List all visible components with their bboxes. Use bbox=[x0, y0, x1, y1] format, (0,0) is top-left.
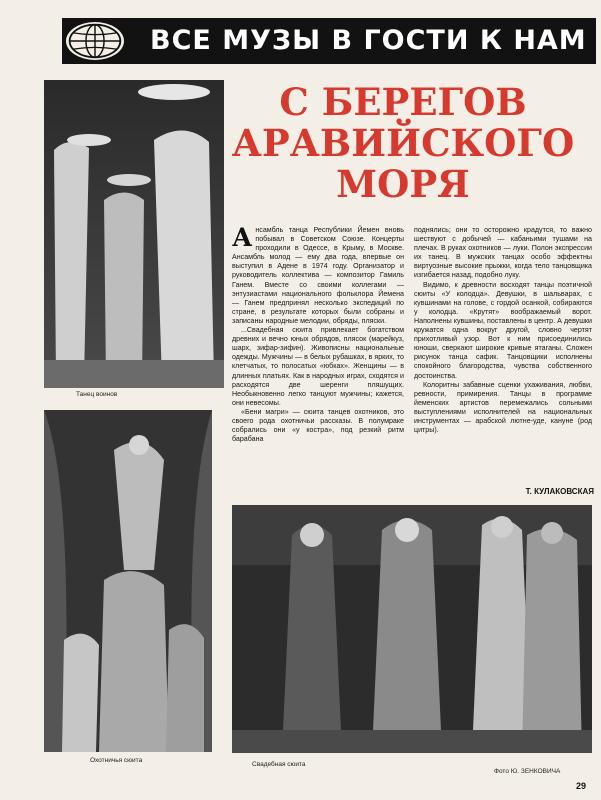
drop-cap: А bbox=[232, 223, 253, 252]
photo-wedding-suite bbox=[232, 505, 592, 753]
paragraph: «Бени магри» — сюита танцев охотников, это своего рода охотничьи рассказы. В полумраке собрались они «у костра», под резкий ритм барабана bbox=[232, 407, 404, 444]
article-title-line: С БЕРЕГОВ bbox=[279, 80, 527, 124]
article-title-line: АРАВИЙСКОГО bbox=[231, 121, 575, 165]
globe-logo-icon bbox=[64, 20, 126, 62]
page-number: 29 bbox=[576, 781, 587, 791]
photo-hunters-suite bbox=[44, 410, 212, 752]
photo-caption: Танец воинов bbox=[76, 391, 118, 398]
paragraph: поднялись; они то осторожно крадутся, то важно шествуют с добычей — кабаньими тушами на плечах. В руках охотников — луки. Полон экспрессии их танец. В мужских танцах особо эффектны виртуозные высокие прыжки, когда тело танцовщика изгибается назад, подобно луку. bbox=[414, 226, 592, 280]
photo-warriors-dance bbox=[44, 80, 224, 388]
article-column-1 bbox=[232, 223, 404, 444]
paragraph: ...Свадебная сюита привлекает богатством древних и вечно юных обрядов, плясок (марейкуз, шарх, зифар-зифин). Живописны национальные одежды. Мужчины — в белых рубашках, в ярких, то клетчатых, то полосатых «юбках». Женщины — в длинных платьях. Как в народных играх, сходятся и расходятся две шеренги пляшущих. Необыкновенно легко танцуют мужчины; кажется, они невесомы. bbox=[232, 326, 404, 407]
section-header-title: ВСЕ МУЗЫ В ГОСТИ К НАМ bbox=[150, 25, 587, 56]
article-column-2 bbox=[414, 226, 592, 435]
photo-caption: Охотничья сюита bbox=[90, 757, 143, 764]
article-title-line: МОРЯ bbox=[336, 162, 470, 206]
paragraph bbox=[232, 223, 404, 326]
paragraph: Видимо, к древности восходят танцы поэтичной сюиты «У колодца». Девушки, в шальварах, с кувшинами на голове, с гордой осанкой, собираются у колодца. «Крутят» воображаемый ворот. Наполнены кувшины, поставлены в центр. А девушки кружатся одна вокруг другой, словно чертят прихотливый узор. Вот к ним присоединились юноши, сверкают широкие кривые ятаганы. Сложен рисунок танца сафик. Танцовщики исполнены спокойного благородства, чувства собственного достоинства. bbox=[414, 280, 592, 380]
photo-caption: Свадебная сюита bbox=[252, 761, 306, 768]
article-title bbox=[210, 82, 596, 208]
paragraph: Колоритны забавные сценки ухаживания, любви, ревности, примирения. Танцы в программе йеменских артистов перемежались сольными выступлениями исполнителей на национальных инструментах — арабской лютне-уде, кануне (род цитры). bbox=[414, 380, 592, 435]
photo-credit: Фото Ю. ЗЕНКОВИЧА bbox=[494, 768, 561, 775]
article-author: Т. КУЛАКОВСКАЯ bbox=[525, 487, 594, 496]
paragraph-text: нсамбль танца Республики Йемен вновь побывал в Советском Союзе. Концерты проходили в Одессе, в Крыму, в Москве. Ансамбль молод — ему два года, впервые он выступил в Адене в 1974 году. Организатор и руководитель коллектива — композитор Гамиль Ганем. Вместе со своими коллегами — энтузиастами национального фольклора Йемена — Ганем предпринял несколько экспедиций по стране, в результате которых были собраны и записаны народные мелодии, обряды, пляски. bbox=[232, 226, 404, 325]
